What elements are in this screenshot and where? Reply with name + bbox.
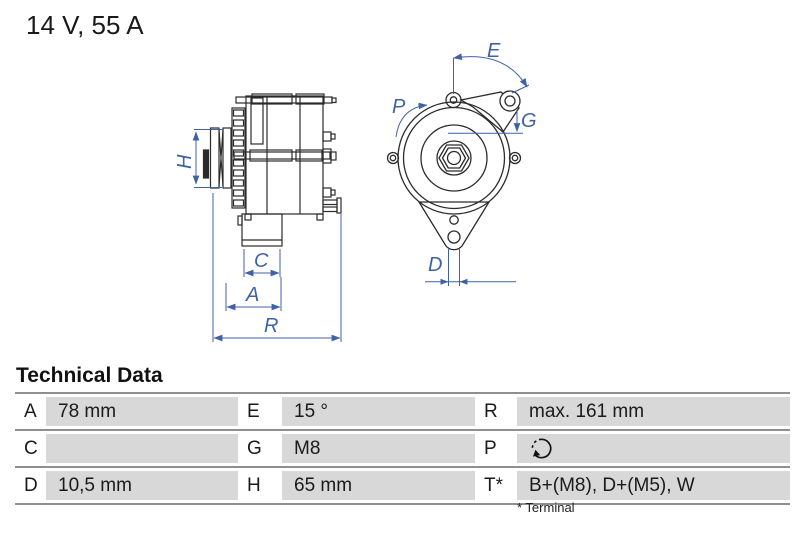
dim-label-a: A bbox=[246, 284, 260, 306]
table-heading: Technical Data bbox=[16, 364, 163, 387]
dim-label-g: G bbox=[521, 110, 537, 132]
dim-value-g: M8 bbox=[282, 434, 475, 463]
dim-key-h: H bbox=[238, 471, 282, 500]
dim-label-r: R bbox=[264, 315, 279, 337]
table-row bbox=[15, 392, 790, 429]
front-view bbox=[388, 91, 521, 250]
dim-value-r: max. 161 mm bbox=[517, 397, 790, 426]
dim-label-d: D bbox=[428, 254, 443, 276]
dim-label-p: P bbox=[392, 96, 406, 118]
dim-value-e: 15 ° bbox=[282, 397, 475, 426]
technical-data-table bbox=[15, 392, 790, 505]
dim-key-e: E bbox=[238, 397, 282, 426]
dim-value-d: 10,5 mm bbox=[46, 471, 238, 500]
dim-label-e: E bbox=[487, 40, 501, 62]
dim-key-d: D bbox=[15, 471, 46, 500]
terminal-footnote: * Terminal bbox=[517, 500, 575, 515]
rotation-direction-icon bbox=[529, 436, 554, 461]
dim-value-c bbox=[46, 434, 238, 463]
dim-value-t: B+(M8), D+(M5), W bbox=[517, 471, 790, 500]
dim-key-c: C bbox=[15, 434, 46, 463]
dim-key-t: T* bbox=[475, 471, 517, 500]
dim-key-a: A bbox=[15, 397, 46, 426]
dim-label-c: C bbox=[254, 250, 269, 272]
side-view bbox=[204, 94, 342, 246]
dim-key-p: P bbox=[475, 434, 517, 463]
table-row bbox=[15, 466, 790, 505]
table-row bbox=[15, 429, 790, 466]
dim-value-a: 78 mm bbox=[46, 397, 238, 426]
dim-key-g: G bbox=[238, 434, 282, 463]
dim-label-h: H bbox=[174, 154, 196, 169]
dim-key-r: R bbox=[475, 397, 517, 426]
dim-value-p bbox=[517, 434, 790, 463]
dim-value-h: 65 mm bbox=[282, 471, 475, 500]
page-title: 14 V, 55 A bbox=[26, 10, 144, 40]
